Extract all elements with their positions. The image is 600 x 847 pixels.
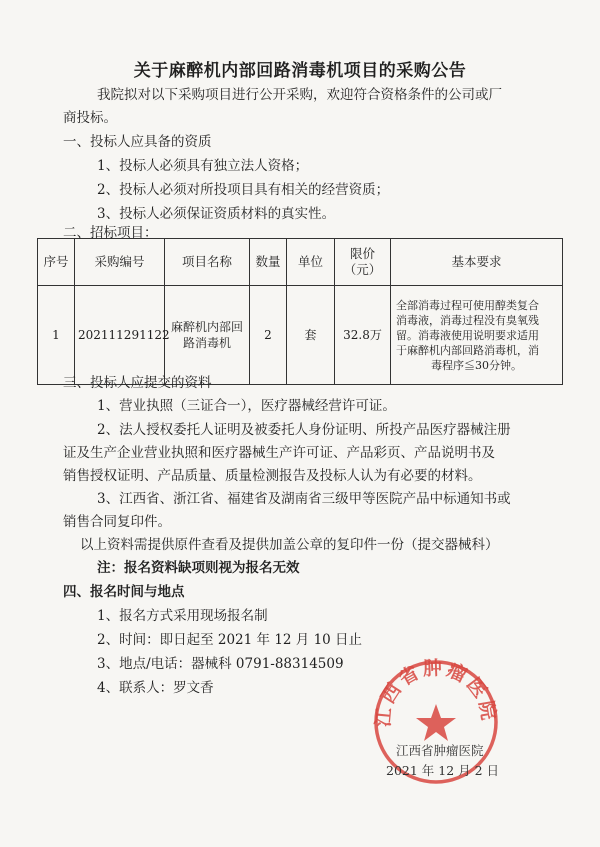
seal-star-icon [416, 704, 456, 741]
table-row [38, 286, 563, 385]
section-3-item-3-line-1: 3、江西省、浙江省、福建省及湖南省三级甲等医院产品中标通知书或 [97, 491, 511, 507]
document-title: 关于麻醉机内部回路消毒机项目的采购公告 [133, 61, 467, 81]
header-price-line-2: （元） [343, 262, 382, 277]
cell-price: 32.8万 [335, 286, 391, 385]
seal-text: 江西省肿瘤医院 [372, 658, 500, 728]
header-no: 序号 [38, 239, 75, 286]
section-3-item-3-line-2: 销售合同复印件。 [63, 514, 171, 530]
section-2-heading: 二、招标项目： [63, 225, 158, 241]
section-3-note: 以上资料需提供原件查看及提供加盖公章的复印件一份（提交器械科） [80, 537, 499, 553]
req-line-1: 全部消毒过程可使用醇类复合 [396, 298, 539, 312]
procurement-table [37, 238, 563, 385]
cell-unit: 套 [287, 286, 335, 385]
header-requirements: 基本要求 [391, 239, 563, 286]
cell-no: 1 [38, 286, 75, 385]
section-4-item-4: 4、联系人：罗文香 [97, 680, 214, 696]
cell-name-line-2: 路消毒机 [182, 336, 231, 350]
header-qty: 数量 [250, 239, 287, 286]
header-price-line-1: 限价 [349, 246, 375, 261]
header-price [335, 239, 391, 286]
section-1-item-1: 1、投标人必须具有独立法人资格； [97, 158, 309, 174]
cell-requirements [391, 286, 563, 385]
section-3-item-2-line-3: 销售授权证明、产品质量、质量检测报告及投标人认为有必要的材料。 [63, 468, 482, 484]
header-code: 采购编号 [75, 239, 165, 286]
section-3-item-2-line-1: 2、法人授权委托人证明及被委托人身份证明、所投产品医疗器械注册 [97, 422, 511, 438]
req-line-3: 留。消毒液使用说明要求适用 [396, 328, 539, 342]
req-line-2: 消毒液，消毒过程没有臭氧残 [396, 313, 539, 327]
section-4-heading: 四、报名时间与地点 [63, 584, 185, 600]
req-line-4: 于麻醉机内部回路消毒机，消 [396, 343, 539, 357]
section-1-item-2: 2、投标人必须对所投项目具有相关的经营资质； [97, 182, 390, 198]
req-line-5: 毒程序≦30分钟。 [431, 358, 522, 372]
table-header-row [38, 239, 563, 286]
intro-line-1: 我院拟对以下采购项目进行公开采购，欢迎符合资格条件的公司或厂 [97, 87, 502, 103]
signature-organization: 江西省肿瘤医院 [396, 743, 484, 758]
section-3-item-1: 1、营业执照（三证合一），医疗器械经营许可证。 [97, 398, 396, 414]
signature-date: 2021 年 12 月 2 日 [386, 763, 500, 778]
section-3-heading: 三、投标人应提交的资料 [63, 375, 212, 391]
intro-line-2: 商投标。 [63, 110, 117, 126]
cell-name [165, 286, 250, 385]
section-4-item-3: 3、地点/电话：器械科 0791-88314509 [97, 656, 344, 672]
section-4-item-2: 2、时间：即日起至 2021 年 12 月 10 日止 [97, 632, 363, 648]
cell-code: 202111291122 [75, 286, 165, 385]
section-1-heading: 一、投标人应具备的资质 [63, 134, 212, 150]
cell-name-line-1: 麻醉机内部回 [170, 320, 243, 334]
section-3-warning: 注：报名资料缺项则视为报名无效 [97, 560, 300, 576]
header-unit: 单位 [287, 239, 335, 286]
section-4-item-1: 1、报名方式采用现场报名制 [97, 608, 268, 624]
section-1-item-3: 3、投标人必须保证资质材料的真实性。 [97, 206, 336, 222]
header-name: 项目名称 [165, 239, 250, 286]
cell-qty: 2 [250, 286, 287, 385]
section-3-item-2-line-2: 证及生产企业营业执照和医疗器械生产许可证、产品彩页、产品说明书及 [63, 445, 495, 461]
